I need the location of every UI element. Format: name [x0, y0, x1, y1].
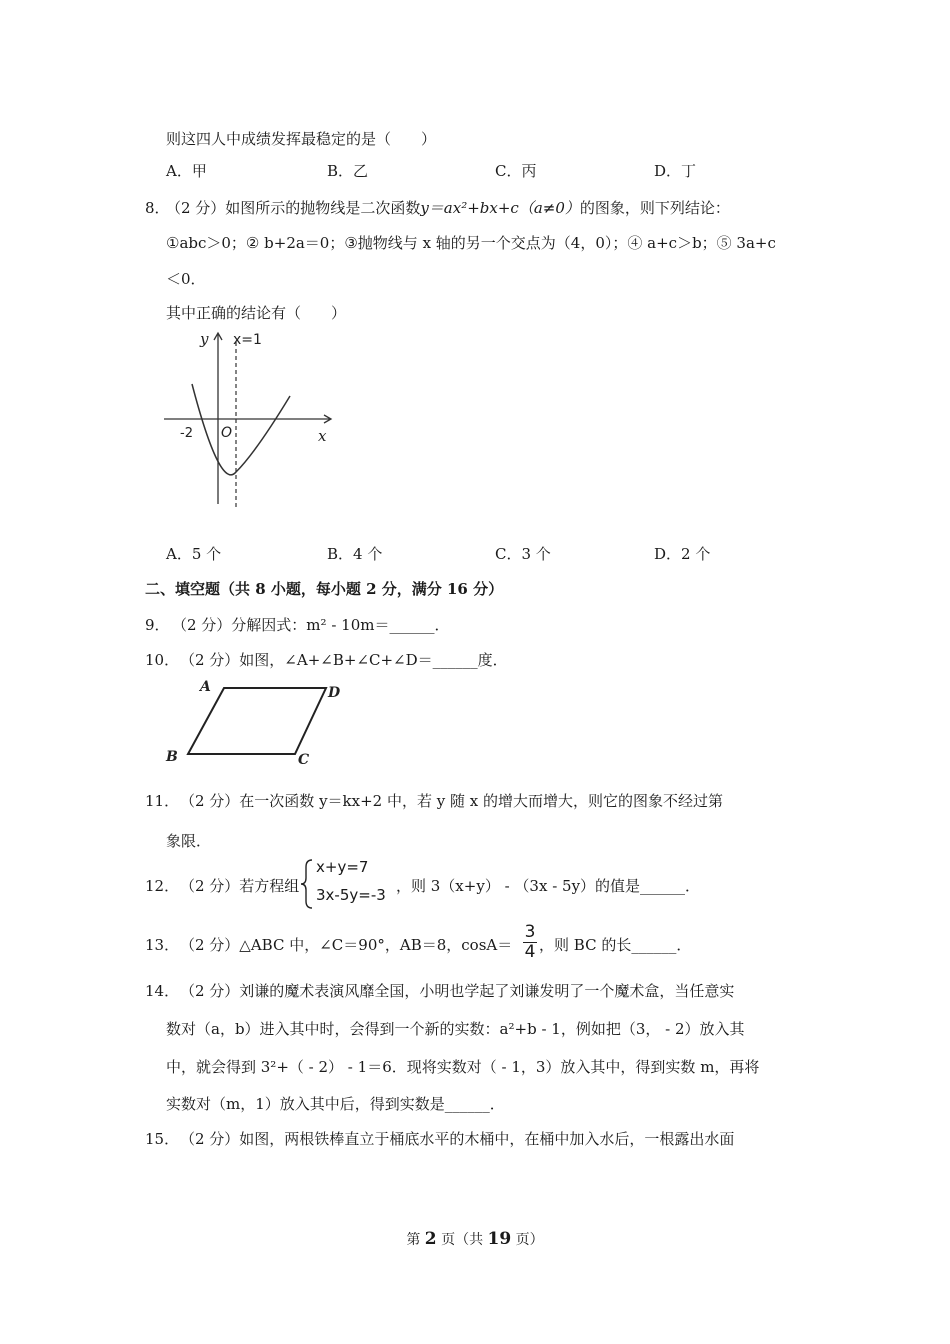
q8-line1-post: 的图象，则下列结论：: [579, 199, 730, 217]
q13-post: ，则 BC 的长______．: [539, 936, 692, 954]
footer-total-pages: 19: [487, 1229, 512, 1249]
q12-eq2: 3x-5y=-3: [316, 886, 386, 904]
q15-number: 15．: [145, 1130, 180, 1148]
q9-text: （2 分）分解因式：m² - 10m＝______．: [172, 616, 450, 634]
q12-equation-system: [300, 858, 390, 910]
q11-number: 11．: [145, 792, 180, 810]
q14-line3: 中，就会得到 3²+（ - 2） - 1＝6．现将实数对（ - 1，3）放入其中，得到实数 m，再将: [166, 1058, 760, 1076]
page-footer: [0, 1229, 950, 1249]
parabola-curve: [192, 384, 290, 475]
footer-pre: 第: [406, 1232, 425, 1248]
q8-line4: 其中正确的结论有（ ）: [166, 304, 347, 322]
graph-label-minus-two: -2: [180, 426, 193, 441]
q7-option-a: A．甲: [166, 162, 207, 180]
graph-label-x: x: [318, 427, 327, 445]
q13-pre: （2 分）△ABC 中，∠C＝90°，AB＝8，cosA＝: [180, 936, 513, 954]
q14-line1: （2 分）刘谦的魔术表演风靡全国，小明也学起了刘谦发明了一个魔术盒，当任意实: [180, 982, 735, 1000]
graph-label-origin: O: [221, 425, 233, 441]
q14-line2: 数对（a，b）进入其中时，会得到一个新的实数：a²+b - 1，例如把（3， - 2）放入其: [166, 1020, 745, 1038]
section-heading: 二、填空题（共 8 小题，每小题 2 分，满分 16 分）: [145, 580, 504, 598]
q8-option-c: C．3 个: [495, 545, 551, 563]
fraction-denominator: 4: [524, 942, 536, 962]
q10-number: 10．: [145, 651, 180, 669]
q10-text: （2 分）如图，∠A+∠B+∠C+∠D＝______度．: [180, 651, 508, 669]
graph-label-y: y: [200, 330, 209, 348]
q8-line1-pre: （2 分）如图所示的抛物线是二次函数: [166, 199, 421, 217]
graph-label-x1: x=1: [233, 332, 262, 348]
q13-fraction: [523, 923, 537, 962]
q8-line1-formula: y＝ax²+bx+c（a≠0）: [420, 199, 580, 217]
footer-page-number: 2: [424, 1229, 437, 1249]
q11-line1: （2 分）在一次函数 y＝kx+2 中，若 y 随 x 的增大而增大，则它的图象不经过第: [180, 792, 723, 810]
q9-number: 9．: [145, 616, 170, 634]
q12-post: ，则 3（x+y） - （3x - 5y）的值是______．: [396, 877, 701, 895]
footer-post: 页）: [511, 1232, 544, 1248]
parallelogram: [188, 688, 326, 754]
brace-icon: [300, 858, 314, 910]
vertex-label-d: D: [328, 685, 341, 701]
q8-option-a: A．5 个: [166, 545, 222, 563]
q8-number: 8．: [145, 199, 170, 217]
q13-number: 13．: [145, 936, 180, 954]
q8-line1: [166, 197, 730, 218]
footer-mid: 页（共: [436, 1232, 488, 1248]
q14-line4: 实数对（m，1）放入其中后，得到实数是______．: [166, 1095, 505, 1113]
q8-option-b: B．4 个: [327, 545, 383, 563]
q8-line3: ＜0．: [166, 270, 206, 288]
q8-option-d: D．2 个: [654, 545, 711, 563]
vertex-label-a: A: [200, 679, 211, 695]
q7-option-b: B．乙: [327, 162, 369, 180]
q11-line2: 象限．: [166, 832, 212, 850]
q14-number: 14．: [145, 982, 180, 1000]
q15-line1: （2 分）如图，两根铁棒直立于桶底水平的木桶中，在桶中加入水后，一根露出水面: [180, 1130, 735, 1148]
q7-prompt: 则这四人中成绩发挥最稳定的是（ ）: [166, 130, 437, 148]
vertex-label-b: B: [166, 749, 178, 765]
fraction-numerator: 3: [524, 922, 536, 942]
q7-option-c: C．丙: [495, 162, 537, 180]
q12-number: 12．: [145, 877, 180, 895]
q10-parallelogram-figure: [160, 675, 350, 770]
q12-eq1: x+y=7: [316, 858, 369, 876]
q7-option-d: D．丁: [654, 162, 697, 180]
q8-line2: ①abc＞0；② b+2a＝0；③抛物线与 x 轴的另一个交点为（4，0）；④ a+c＞b；⑤ 3a+c: [166, 234, 776, 252]
vertex-label-c: C: [298, 752, 310, 768]
q12-pre: （2 分）若方程组: [180, 877, 300, 895]
q8-parabola-graph: [160, 328, 340, 510]
